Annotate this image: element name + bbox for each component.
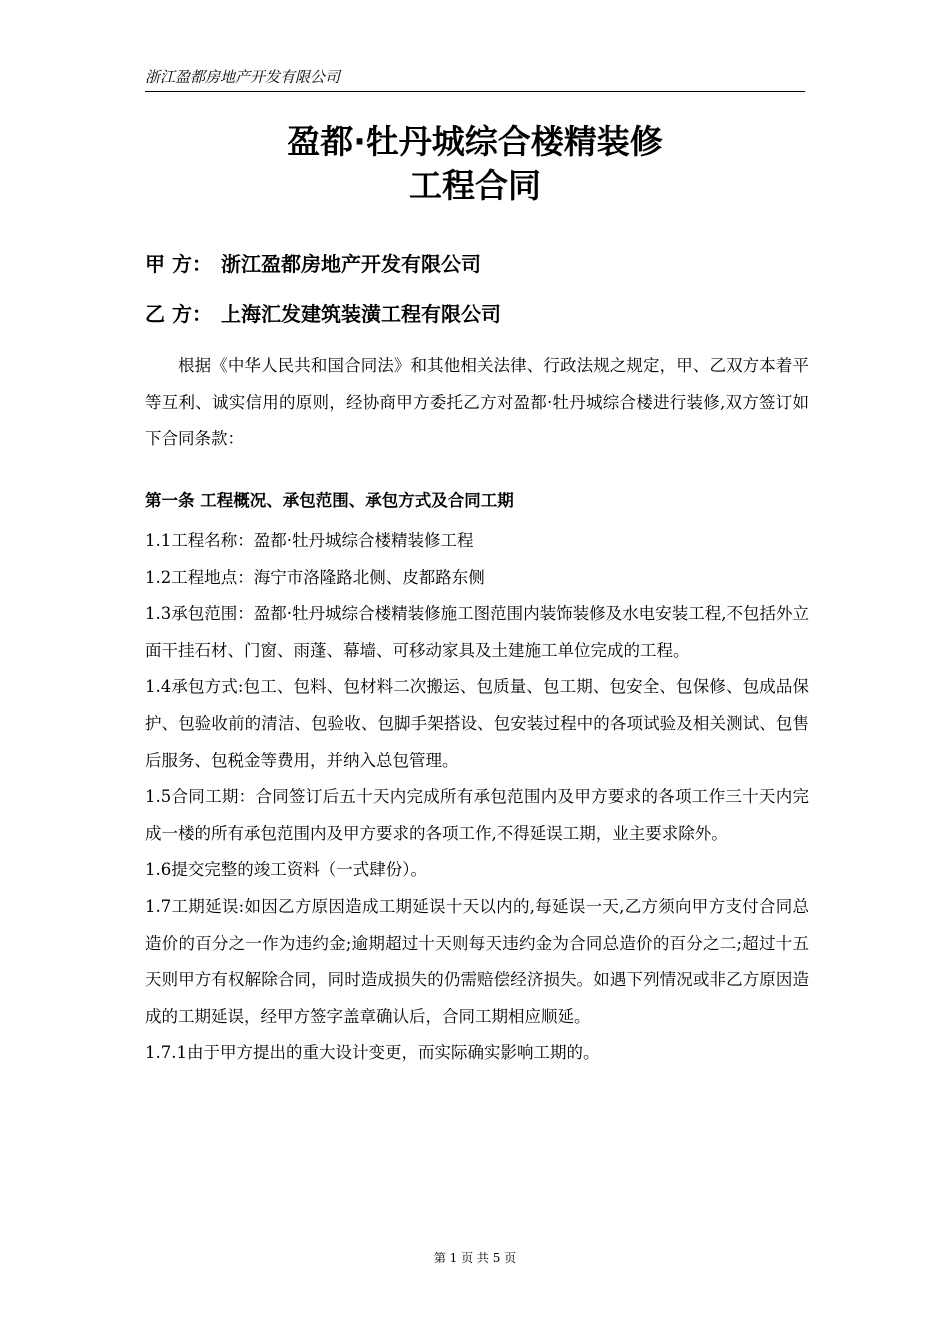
article-1-title: 第一条 工程概况、承包范围、承包方式及合同工期 bbox=[145, 491, 514, 510]
intro-paragraph: 根据《中华人民共和国合同法》和其他相关法律、行政法规之规定，甲、乙双方本着平等互利、诚实信用的原则，经协商甲方委托乙方对盈都·牡丹城综合楼进行装修,双方签订如下合同条款： bbox=[145, 356, 809, 449]
party-b-name: 上海汇发建筑装潢工程有限公司 bbox=[221, 302, 501, 326]
party-a-name: 浙江盈都房地产开发有限公司 bbox=[221, 252, 481, 276]
clause-1-5: 1.5合同工期：合同签订后五十天内完成所有承包范围内及甲方要求的各项工作三十天内完成一楼的所有承包范围内及甲方要求的各项工作,不得延误工期，业主要求除外。 bbox=[145, 787, 809, 843]
header-company: 浙江盈都房地产开发有限公司 bbox=[145, 68, 341, 86]
clause-1-4: 1.4承包方式:包工、包料、包材料二次搬运、包质量、包工期、包安全、包保修、包成品保护、包验收前的清洁、包验收、包脚手架搭设、包安装过程中的各项试验及相关测试、包售后服务、包税金等费用，并纳入总包管理。 bbox=[145, 677, 809, 770]
party-b-label: 乙 方： bbox=[145, 302, 212, 326]
clause-1-7: 1.7工期延误:如因乙方原因造成工期延误十天以内的,每延误一天,乙方须向甲方支付合同总造价的百分之一作为违约金;逾期超过十天则每天违约金为合同总造价的百分之二;超过十五天则甲方有权解除合同，同时造成损失的仍需赔偿经济损失。如遇下列情况或非乙方原因造成的工期延误，经甲方签字盖章确认后，合同工期相应顺延。 bbox=[145, 896, 809, 1026]
clause-1-2: 1.2工程地点：海宁市洛隆路北侧、皮都路东侧 bbox=[145, 567, 485, 587]
document-subtitle: 工程合同 bbox=[409, 166, 541, 205]
party-a bbox=[145, 248, 481, 277]
document-title: 盈都·牡丹城综合楼精装修 bbox=[287, 122, 663, 161]
party-b bbox=[145, 298, 501, 327]
article-1-clauses bbox=[145, 523, 809, 1072]
clause-1-3: 1.3承包范围：盈都·牡丹城综合楼精装修施工图范围内装饰装修及水电安装工程,不包括外立面干挂石材、门窗、雨蓬、幕墙、可移动家具及土建施工单位完成的工程。 bbox=[145, 604, 809, 660]
clause-1-6: 1.6提交完整的竣工资料（一式肆份）。 bbox=[145, 860, 427, 880]
clause-1-7-1: 1.7.1由于甲方提出的重大设计变更，而实际确实影响工期的。 bbox=[145, 1043, 600, 1063]
page-header bbox=[145, 66, 805, 92]
party-a-label: 甲 方： bbox=[145, 252, 212, 276]
clause-1-1: 1.1工程名称：盈都·牡丹城综合楼精装修工程 bbox=[145, 531, 474, 550]
page-footer: 第 1 页 共 5 页 bbox=[433, 1251, 517, 1265]
